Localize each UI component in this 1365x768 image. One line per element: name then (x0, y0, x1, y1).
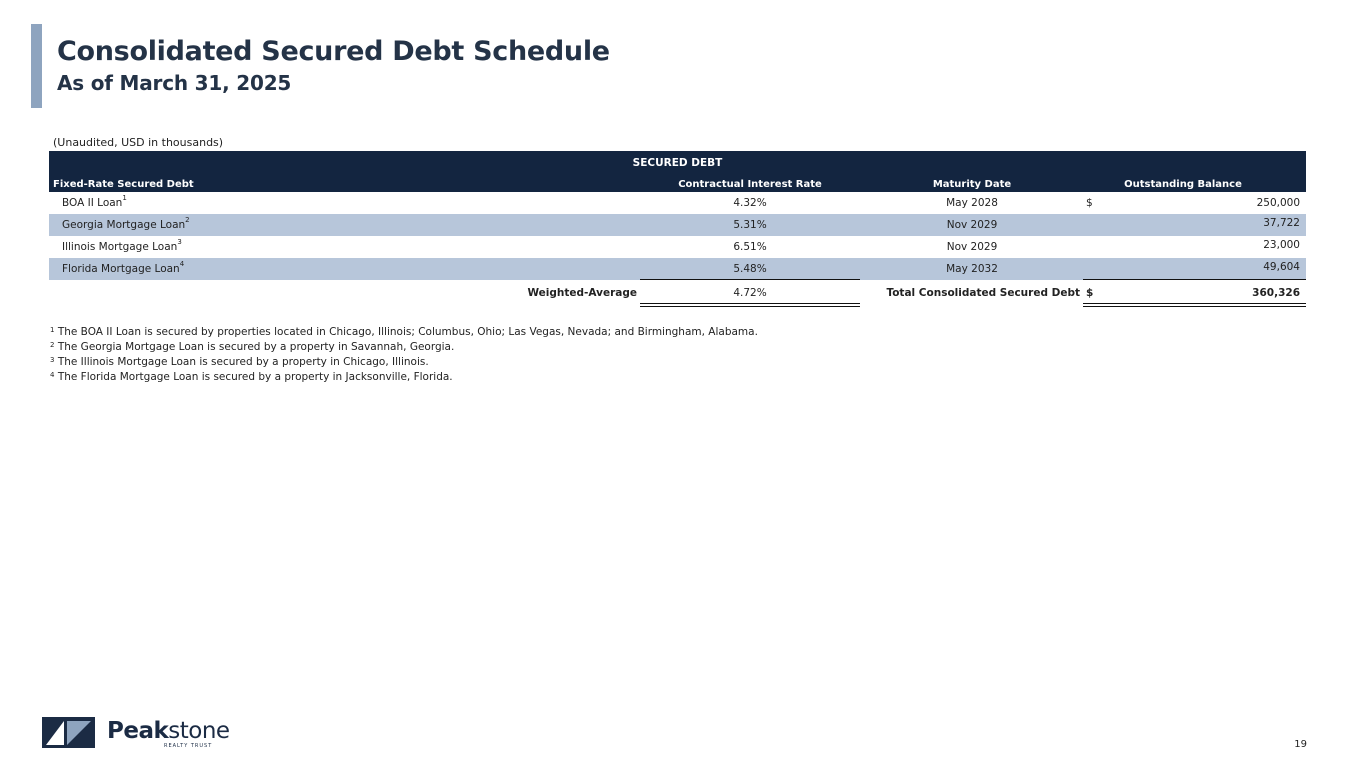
column-header-rate: Contractual Interest Rate (678, 179, 822, 190)
weighted-average-label: Weighted-Average (527, 287, 637, 299)
column-header-debt: Fixed-Rate Secured Debt (53, 179, 194, 190)
outstanding-balance: 37,722 (1263, 217, 1300, 229)
footnote-item: $^3$ The Illinois Mortgage Loan is secured by a property in Chicago, Illinois. (50, 356, 429, 368)
loan-name: Georgia Mortgage Loan$^2$ (62, 216, 190, 231)
title-accent-bar (31, 24, 42, 108)
footnote-item: $^2$ The Georgia Mortgage Loan is secured by a property in Savannah, Georgia. (50, 341, 455, 353)
column-header-maturity: Maturity Date (932, 179, 1012, 190)
balance-total-double-rule (1083, 303, 1306, 307)
page-title: Consolidated Secured Debt Schedule (57, 36, 610, 67)
total-balance: 360,326 (1252, 287, 1300, 299)
maturity-date: May 2032 (946, 263, 998, 275)
peakstone-logo (42, 716, 230, 750)
total-secured-debt-label: Total Consolidated Secured Debt (886, 287, 1080, 299)
maturity-date: May 2028 (946, 197, 998, 209)
loan-name: Florida Mortgage Loan$^4$ (62, 260, 185, 275)
rate-total-double-rule (640, 303, 860, 307)
maturity-date: Nov 2029 (946, 241, 998, 253)
footnote-item: $^1$ The BOA II Loan is secured by properties located in Chicago, Illinois; Columbus, Ohio; Las Vegas, Nevada; and Birmingham, Alabama. (50, 326, 758, 338)
interest-rate: 5.48% (733, 263, 767, 275)
mountain-logo-icon (42, 717, 95, 748)
logo-tagline: REALTY TRUST (164, 743, 213, 749)
logo-wordmark: Peakstone (107, 718, 230, 744)
table-row (49, 192, 1306, 214)
table-section-title: SECURED DEBT (632, 157, 723, 169)
column-header-balance: Outstanding Balance (1124, 179, 1242, 190)
secured-debt-table (49, 151, 1306, 304)
footnote-item: $^4$ The Florida Mortgage Loan is secured by a property in Jacksonville, Florida. (50, 371, 453, 383)
table-row (49, 214, 1306, 236)
currency-symbol: $ (1086, 197, 1093, 209)
weighted-average-rate: 4.72% (733, 287, 767, 299)
loan-name: Illinois Mortgage Loan$^3$ (62, 238, 182, 253)
outstanding-balance: 250,000 (1256, 197, 1300, 209)
interest-rate: 6.51% (733, 241, 767, 253)
footnotes (50, 325, 758, 385)
interest-rate: 4.32% (733, 197, 767, 209)
maturity-date: Nov 2029 (946, 219, 998, 231)
table-row (49, 236, 1306, 258)
totals-row (49, 280, 1306, 304)
table-header (49, 151, 1306, 192)
page-subtitle: As of March 31, 2025 (57, 71, 292, 95)
page-number: 19 (1294, 739, 1307, 750)
table-row (49, 258, 1306, 280)
outstanding-balance: 49,604 (1263, 261, 1300, 273)
units-note: (Unaudited, USD in thousands) (53, 136, 224, 149)
outstanding-balance: 23,000 (1263, 239, 1300, 251)
loan-name: BOA II Loan$^1$ (62, 194, 127, 209)
currency-symbol: $ (1086, 287, 1094, 299)
interest-rate: 5.31% (733, 219, 767, 231)
